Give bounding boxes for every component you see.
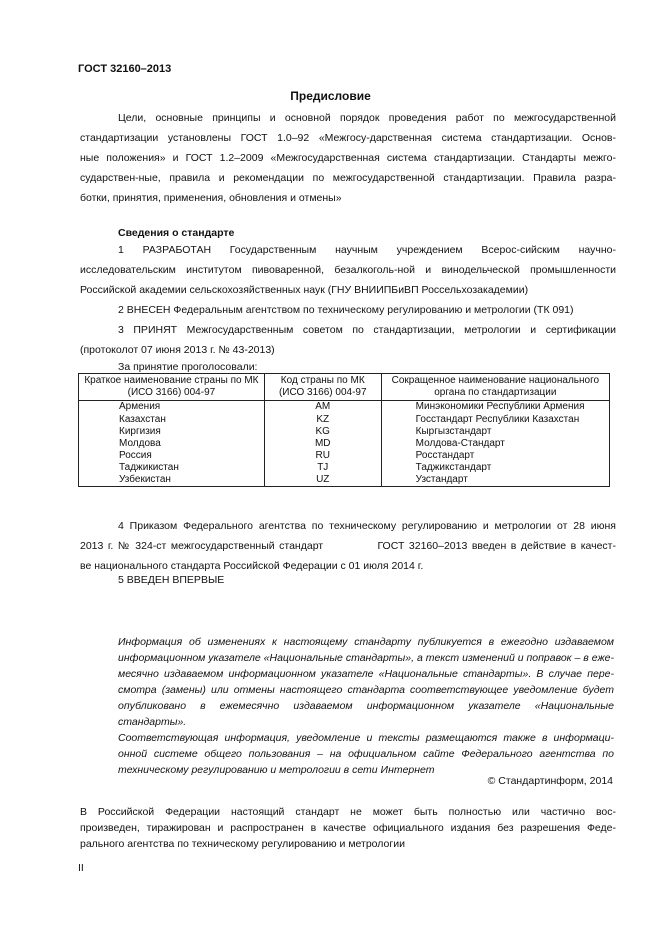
voted-label: За принятие проголосовали: [118,361,258,373]
info-item-2-line: 2 ВНЕСЕН Федеральным агентством по техническому регулированию и метрологии (ТК 091) [118,304,574,316]
country-code: MD [264,438,381,450]
country-name: Армения [79,401,265,414]
column-header-code: Код страны по МК (ИСО 3166) 004-97 [264,374,381,401]
table-row [79,401,610,414]
standards-body: Таджикстандарт [381,462,609,474]
standards-body: Госстандарт Республики Казахстан [381,414,609,426]
preface-line: сударствен-ные, правила и рекомендации по межгосударственной стандартизации. Правила разра- [80,172,616,184]
country-code: TJ [264,462,381,474]
standards-body: Росстандарт [381,450,609,462]
table-row [79,426,610,438]
info-item-1-line: Российской академии сельскохозяйственных наук (ГНУ ВНИИПБиВП Россельхозакадемии) [80,284,529,296]
country-code: KZ [264,414,381,426]
notice-line: онной системе общего пользования – на официальном сайте Федерального агентства по [118,748,614,760]
country-name: Молдова [79,438,265,450]
page-number: II [78,862,84,874]
country-name: Узбекистан [79,474,265,487]
info-item-5-line: 5 ВВЕДЕН ВПЕРВЫЕ [118,574,225,586]
country-name: Россия [79,450,265,462]
table-row [79,414,610,426]
notice-line: Соответствующая информация, уведомление и тексты размещаются также в информаци- [118,732,614,744]
info-item-4-line: 2013 г. № 324-ст межгосударственный стандарт ГОСТ 32160–2013 введен в действие в качест- [80,540,616,552]
countries-table [78,373,610,487]
table-row [79,438,610,450]
table-row [79,474,610,487]
table-row [79,462,610,474]
amendments-notice [118,634,614,778]
notice-line: Информация об изменениях к настоящему стандарту публикуется в ежегодно издаваемом [118,636,614,648]
notice-line: смотра (замены) или отмены настоящего стандарта соответствующее уведомление будет [118,684,614,696]
reproduction-notice [80,804,616,852]
info-item-3-line: 3 ПРИНЯТ Межгосударственным советом по стандартизации, метрологии и сертификации [118,324,616,336]
standards-body: Молдова-Стандарт [381,438,609,450]
info-item-2 [80,300,616,320]
country-code: AM [264,401,381,414]
column-header-country: Краткое наименование страны по МК (ИСО 3166) 004-97 [79,374,265,401]
notice-line: техническому регулированию и метрологии в сети Интернет [118,764,435,776]
copyright-notice: © Стандартинформ, 2014 [487,775,613,787]
legal-line: В Российской Федерации настоящий стандарт не может быть полностью или частично вос- [80,806,616,818]
country-name: Таджикистан [79,462,265,474]
info-item-5 [80,570,616,590]
info-item-4-line: ве национального стандарта Российской Федерации с 01 июля 2014 г. [80,560,424,572]
legal-line: произведен, тиражирован и распространен в качестве официального издания без разрешения Феде- [80,822,616,834]
info-item-3-line: (протоколот 07 июня 2013 г. № 43-2013) [80,344,275,356]
standards-body: Минэкономики Республики Армения [381,401,609,414]
info-item-3 [80,320,616,360]
standards-body: Кыргызстандарт [381,426,609,438]
preface-title: Предисловие [290,89,371,103]
country-code: UZ [264,474,381,487]
standard-info-heading: Сведения о стандарте [118,227,235,239]
country-name: Казахстан [79,414,265,426]
table-header-row [79,374,610,401]
info-item-1-line: 1 РАЗРАБОТАН Государственным научным учреждением Всерос-сийским научно- [118,244,616,256]
preface-paragraph [80,108,616,208]
country-code: RU [264,450,381,462]
notice-line: месячно издаваемом информационном указателе «Национальные стандарты». В случае пере- [118,668,614,680]
country-code: KG [264,426,381,438]
info-item-1-line: исследовательским институтом пивоваренной, безалкоголь-ной и винодельческой промышленности [80,264,616,276]
table-row [79,450,610,462]
column-header-body: Сокращенное наименование национального органа по стандартизации [381,374,609,401]
notice-line: опубликовано в ежемесячно издаваемом информационном указателе «Национальные стандарты». [118,700,614,728]
standards-body: Узстандарт [381,474,609,487]
document-code-header: ГОСТ 32160–2013 [78,63,172,75]
info-item-1 [80,240,616,300]
notice-line: информационном указателе «Национальные стандарты», а текст изменений и поправок – в еже- [118,652,614,664]
legal-line: рального агентства по техническому регулированию и метрологии [80,838,405,850]
info-item-4 [80,516,616,576]
preface-line: Цели, основные принципы и основной порядок проведения работ по межгосударственной [118,112,616,124]
info-item-4-line: 4 Приказом Федерального агентства по техническому регулированию и метрологии от 28 июня [118,520,616,532]
preface-line: стандартизации установлены ГОСТ 1.0–92 «Межгосу-дарственная система стандартизации. Основ- [80,132,616,144]
country-name: Киргизия [79,426,265,438]
preface-line: ные положения» и ГОСТ 1.2–2009 «Межгосударственная система стандартизации. Стандарты межго- [80,152,616,164]
preface-line: ботки, принятия, применения, обновления и отмены» [80,192,342,204]
